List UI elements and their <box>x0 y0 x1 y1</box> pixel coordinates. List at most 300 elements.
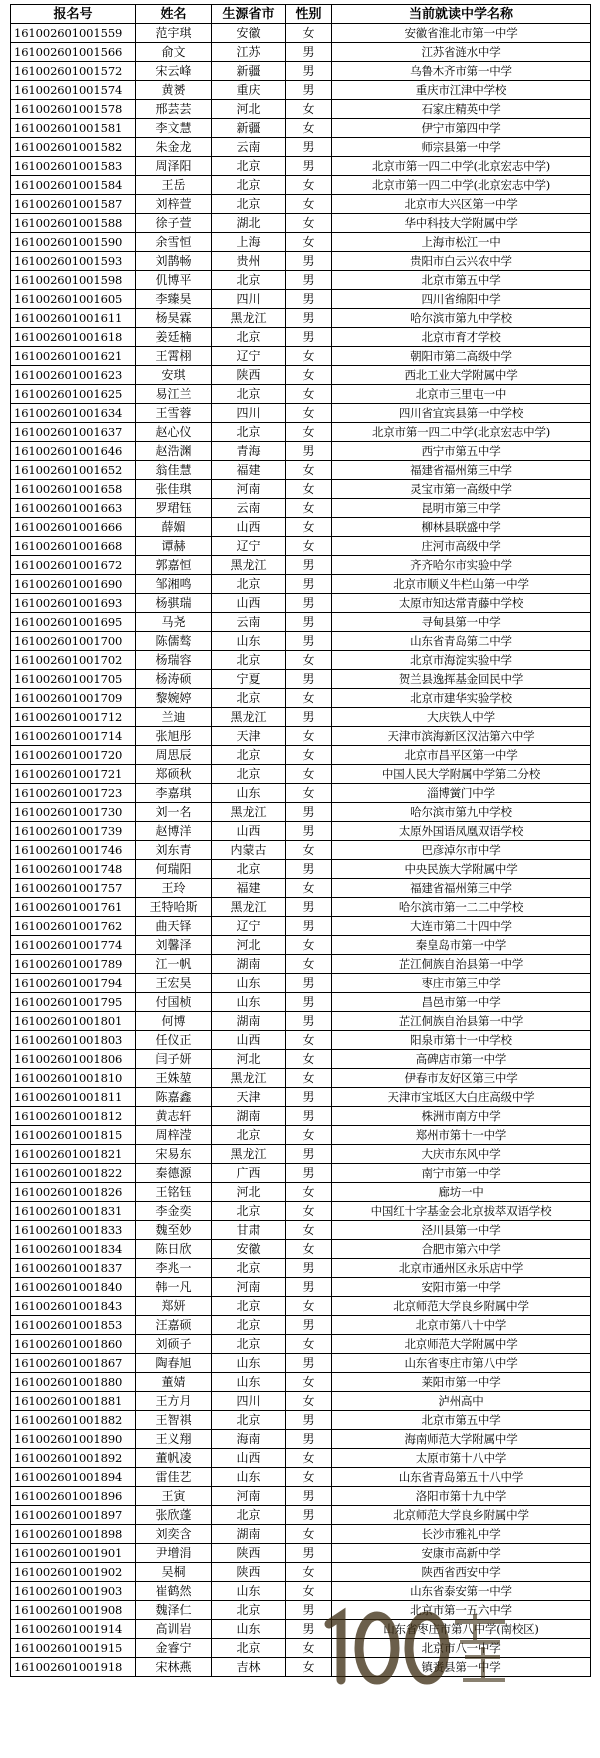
school-name-cell: 山东省青岛第五十八中学 <box>332 1468 591 1487</box>
gender-cell: 男 <box>286 1088 332 1107</box>
school-name-cell: 廊坊一中 <box>332 1183 591 1202</box>
school-name-cell: 太原市第十八中学 <box>332 1449 591 1468</box>
school-name-cell: 重庆市江津中学校 <box>332 81 591 100</box>
gender-cell: 女 <box>286 1031 332 1050</box>
table-row <box>11 1525 591 1544</box>
student-name-cell: 杨骐瑞 <box>136 594 212 613</box>
gender-cell: 男 <box>286 632 332 651</box>
registration-number-cell: 161002601001663 <box>11 499 136 518</box>
province-cell: 辽宁 <box>212 917 286 936</box>
province-cell: 北京 <box>212 1126 286 1145</box>
student-name-cell: 范宇琪 <box>136 24 212 43</box>
gender-cell: 女 <box>286 1126 332 1145</box>
province-cell: 广西 <box>212 1164 286 1183</box>
gender-cell: 女 <box>286 1373 332 1392</box>
gender-cell: 女 <box>286 24 332 43</box>
gender-cell: 男 <box>286 1430 332 1449</box>
gender-cell: 女 <box>286 1468 332 1487</box>
registration-number-cell: 161002601001666 <box>11 518 136 537</box>
province-cell: 云南 <box>212 613 286 632</box>
gender-cell: 女 <box>286 936 332 955</box>
gender-cell: 女 <box>286 1658 332 1677</box>
registration-number-cell: 161002601001834 <box>11 1240 136 1259</box>
registration-number-cell: 161002601001757 <box>11 879 136 898</box>
school-name-cell: 安徽省淮北市第一中学 <box>332 24 591 43</box>
gender-cell: 男 <box>286 1354 332 1373</box>
gender-cell: 男 <box>286 43 332 62</box>
table-row <box>11 214 591 233</box>
table-row <box>11 1658 591 1677</box>
gender-cell: 男 <box>286 252 332 271</box>
registration-number-cell: 161002601001581 <box>11 119 136 138</box>
gender-cell: 女 <box>286 1449 332 1468</box>
table-row <box>11 328 591 347</box>
registration-number-cell: 161002601001637 <box>11 423 136 442</box>
school-name-cell: 中央民族大学附属中学 <box>332 860 591 879</box>
gender-cell: 女 <box>286 841 332 860</box>
student-name-cell: 姜廷楠 <box>136 328 212 347</box>
province-cell: 陕西 <box>212 1544 286 1563</box>
school-name-cell: 贵阳市白云兴农中学 <box>332 252 591 271</box>
registration-number-cell: 161002601001578 <box>11 100 136 119</box>
student-name-cell: 魏至妙 <box>136 1221 212 1240</box>
table-row <box>11 632 591 651</box>
student-name-cell: 雷佳艺 <box>136 1468 212 1487</box>
header-registration-number: 报名号 <box>11 5 136 24</box>
school-name-cell: 北京师范大学附属中学 <box>332 1335 591 1354</box>
registration-number-cell: 161002601001611 <box>11 309 136 328</box>
school-name-cell: 北京市第五中学 <box>332 1411 591 1430</box>
table-row <box>11 1240 591 1259</box>
registration-number-cell: 161002601001821 <box>11 1145 136 1164</box>
school-name-cell: 北京市第一四二中学(北京宏志中学) <box>332 176 591 195</box>
table-row <box>11 1278 591 1297</box>
province-cell: 新疆 <box>212 62 286 81</box>
registration-number-cell: 161002601001700 <box>11 632 136 651</box>
school-name-cell: 哈尔滨市第九中学校 <box>332 309 591 328</box>
gender-cell: 女 <box>286 1183 332 1202</box>
student-name-cell: 周泽阳 <box>136 157 212 176</box>
table-row <box>11 1487 591 1506</box>
table-row <box>11 556 591 575</box>
table-row <box>11 100 591 119</box>
school-name-cell: 太原市知达常青藤中学校 <box>332 594 591 613</box>
school-name-cell: 四川省宜宾县第一中学校 <box>332 404 591 423</box>
school-name-cell: 北京市顺义牛栏山第一中学 <box>332 575 591 594</box>
table-body <box>11 24 591 1677</box>
gender-cell: 女 <box>286 1335 332 1354</box>
student-name-cell: 翁佳慧 <box>136 461 212 480</box>
student-name-cell: 王特哈斯 <box>136 898 212 917</box>
student-name-cell: 马尧 <box>136 613 212 632</box>
gender-cell: 男 <box>286 822 332 841</box>
student-name-cell: 任仪正 <box>136 1031 212 1050</box>
school-name-cell: 秦皇岛市第一中学 <box>332 936 591 955</box>
gender-cell: 女 <box>286 1202 332 1221</box>
province-cell: 山西 <box>212 822 286 841</box>
gender-cell: 男 <box>286 803 332 822</box>
registration-number-cell: 161002601001709 <box>11 689 136 708</box>
table-row <box>11 1183 591 1202</box>
table-row <box>11 1373 591 1392</box>
student-name-cell: 郭嘉恒 <box>136 556 212 575</box>
school-name-cell: 山东省泰安第一中学 <box>332 1582 591 1601</box>
school-name-cell: 北京市海淀实验中学 <box>332 651 591 670</box>
gender-cell: 男 <box>286 1278 332 1297</box>
school-name-cell: 北京师范大学良乡附属中学 <box>332 1297 591 1316</box>
student-name-cell: 安琪 <box>136 366 212 385</box>
province-cell: 北京 <box>212 689 286 708</box>
student-name-cell: 李臻昊 <box>136 290 212 309</box>
table-row <box>11 518 591 537</box>
table-row <box>11 1430 591 1449</box>
school-name-cell: 枣庄市第三中学 <box>332 974 591 993</box>
gender-cell: 女 <box>286 480 332 499</box>
school-name-cell: 北京市通州区永乐店中学 <box>332 1259 591 1278</box>
student-name-cell: 魏泽仁 <box>136 1601 212 1620</box>
school-name-cell: 伊春市友好区第三中学 <box>332 1069 591 1088</box>
registration-number-cell: 161002601001730 <box>11 803 136 822</box>
table-row <box>11 860 591 879</box>
gender-cell: 女 <box>286 651 332 670</box>
school-name-cell: 天津市滨海新区汉沽第六中学 <box>332 727 591 746</box>
table-row <box>11 1221 591 1240</box>
table-row <box>11 1107 591 1126</box>
table-row <box>11 1392 591 1411</box>
student-name-cell: 秦德源 <box>136 1164 212 1183</box>
gender-cell: 男 <box>286 1316 332 1335</box>
province-cell: 安徽 <box>212 24 286 43</box>
student-name-cell: 王霄栩 <box>136 347 212 366</box>
registration-number-cell: 161002601001803 <box>11 1031 136 1050</box>
province-cell: 青海 <box>212 442 286 461</box>
school-name-cell: 华中科技大学附属中学 <box>332 214 591 233</box>
province-cell: 北京 <box>212 651 286 670</box>
registration-number-cell: 161002601001843 <box>11 1297 136 1316</box>
province-cell: 四川 <box>212 290 286 309</box>
school-name-cell: 北京市昌平区第一中学 <box>332 746 591 765</box>
student-name-cell: 尹增涓 <box>136 1544 212 1563</box>
province-cell: 北京 <box>212 195 286 214</box>
registration-number-cell: 161002601001721 <box>11 765 136 784</box>
province-cell: 云南 <box>212 138 286 157</box>
province-cell: 山东 <box>212 993 286 1012</box>
school-name-cell: 芷江侗族自治县第一中学 <box>332 955 591 974</box>
gender-cell: 男 <box>286 290 332 309</box>
registration-number-cell: 161002601001882 <box>11 1411 136 1430</box>
province-cell: 北京 <box>212 385 286 404</box>
gender-cell: 女 <box>286 176 332 195</box>
registration-number-cell: 161002601001593 <box>11 252 136 271</box>
school-name-cell: 齐齐哈尔市实验中学 <box>332 556 591 575</box>
gender-cell: 女 <box>286 765 332 784</box>
table-row <box>11 442 591 461</box>
table-row <box>11 727 591 746</box>
gender-cell: 女 <box>286 1240 332 1259</box>
student-name-cell: 刘硕子 <box>136 1335 212 1354</box>
school-name-cell: 北京市大兴区第一中学 <box>332 195 591 214</box>
registration-number-cell: 161002601001811 <box>11 1088 136 1107</box>
province-cell: 北京 <box>212 1259 286 1278</box>
gender-cell: 男 <box>286 309 332 328</box>
gender-cell: 男 <box>286 1544 332 1563</box>
registration-number-cell: 161002601001582 <box>11 138 136 157</box>
registration-number-cell: 161002601001915 <box>11 1639 136 1658</box>
registration-number-cell: 161002601001853 <box>11 1316 136 1335</box>
school-name-cell: 昆明市第三中学 <box>332 499 591 518</box>
registration-number-cell: 161002601001652 <box>11 461 136 480</box>
table-row <box>11 1297 591 1316</box>
registration-number-cell: 161002601001625 <box>11 385 136 404</box>
table-row <box>11 613 591 632</box>
gender-cell: 男 <box>286 993 332 1012</box>
table-row <box>11 1639 591 1658</box>
province-cell: 河南 <box>212 1278 286 1297</box>
table-row <box>11 138 591 157</box>
registration-number-cell: 161002601001867 <box>11 1354 136 1373</box>
table-row <box>11 461 591 480</box>
province-cell: 山西 <box>212 1031 286 1050</box>
registration-number-cell: 161002601001748 <box>11 860 136 879</box>
gender-cell: 男 <box>286 138 332 157</box>
table-row <box>11 917 591 936</box>
gender-cell: 男 <box>286 594 332 613</box>
province-cell: 辽宁 <box>212 537 286 556</box>
student-name-cell: 刘一名 <box>136 803 212 822</box>
table-row <box>11 1145 591 1164</box>
registration-number-cell: 161002601001618 <box>11 328 136 347</box>
table-row <box>11 1164 591 1183</box>
province-cell: 山东 <box>212 974 286 993</box>
table-row <box>11 1069 591 1088</box>
gender-cell: 男 <box>286 556 332 575</box>
province-cell: 北京 <box>212 765 286 784</box>
province-cell: 北京 <box>212 271 286 290</box>
registration-number-cell: 161002601001646 <box>11 442 136 461</box>
gender-cell: 男 <box>286 1145 332 1164</box>
student-name-cell: 黄赟 <box>136 81 212 100</box>
gender-cell: 男 <box>286 708 332 727</box>
table-row <box>11 1468 591 1487</box>
registration-number-cell: 161002601001668 <box>11 537 136 556</box>
school-name-cell: 灵宝市第一高级中学 <box>332 480 591 499</box>
registration-number-cell: 161002601001881 <box>11 1392 136 1411</box>
student-name-cell: 曲天铎 <box>136 917 212 936</box>
table-row <box>11 1202 591 1221</box>
school-name-cell: 庄河市高级中学 <box>332 537 591 556</box>
school-name-cell: 中国红十字基金会北京拔萃双语学校 <box>332 1202 591 1221</box>
registration-number-cell: 161002601001672 <box>11 556 136 575</box>
student-name-cell: 邹湘鸣 <box>136 575 212 594</box>
registration-number-cell: 161002601001890 <box>11 1430 136 1449</box>
gender-cell: 女 <box>286 214 332 233</box>
student-name-cell: 王铭钰 <box>136 1183 212 1202</box>
table-row <box>11 1316 591 1335</box>
student-name-cell: 王玲 <box>136 879 212 898</box>
school-name-cell: 山东省枣庄市第八中学 <box>332 1354 591 1373</box>
table-row <box>11 1031 591 1050</box>
table-row <box>11 651 591 670</box>
student-name-cell: 仉博平 <box>136 271 212 290</box>
school-name-cell: 镇赉县第一中学 <box>332 1658 591 1677</box>
province-cell: 山东 <box>212 1582 286 1601</box>
registration-number-cell: 161002601001584 <box>11 176 136 195</box>
province-cell: 黑龙江 <box>212 708 286 727</box>
registration-number-cell: 161002601001623 <box>11 366 136 385</box>
province-cell: 北京 <box>212 1601 286 1620</box>
gender-cell: 女 <box>286 537 332 556</box>
gender-cell: 女 <box>286 404 332 423</box>
province-cell: 内蒙古 <box>212 841 286 860</box>
gender-cell: 女 <box>286 1069 332 1088</box>
student-name-cell: 杨涛硕 <box>136 670 212 689</box>
gender-cell: 女 <box>286 1639 332 1658</box>
student-name-cell: 李兆一 <box>136 1259 212 1278</box>
student-name-cell: 周思辰 <box>136 746 212 765</box>
gender-cell: 女 <box>286 955 332 974</box>
school-name-cell: 太原外国语凤凰双语学校 <box>332 822 591 841</box>
table-row <box>11 708 591 727</box>
province-cell: 吉林 <box>212 1658 286 1677</box>
school-name-cell: 北京师范大学良乡附属中学 <box>332 1506 591 1525</box>
province-cell: 湖南 <box>212 1012 286 1031</box>
province-cell: 黑龙江 <box>212 556 286 575</box>
school-name-cell: 郑州市第十一中学 <box>332 1126 591 1145</box>
table-row <box>11 1449 591 1468</box>
student-name-cell: 黎婉婷 <box>136 689 212 708</box>
student-name-cell: 罗珺钰 <box>136 499 212 518</box>
table-row <box>11 385 591 404</box>
gender-cell: 女 <box>286 689 332 708</box>
gender-cell: 女 <box>286 1525 332 1544</box>
registration-number-cell: 161002601001914 <box>11 1620 136 1639</box>
registration-number-cell: 161002601001840 <box>11 1278 136 1297</box>
school-name-cell: 大庆铁人中学 <box>332 708 591 727</box>
school-name-cell: 北京市三里屯一中 <box>332 385 591 404</box>
student-name-cell: 王姝堃 <box>136 1069 212 1088</box>
school-name-cell: 北京市建华实验学校 <box>332 689 591 708</box>
gender-cell: 男 <box>286 1012 332 1031</box>
table-header-row <box>11 5 591 24</box>
registration-number-cell: 161002601001789 <box>11 955 136 974</box>
student-name-cell: 汪嘉硕 <box>136 1316 212 1335</box>
province-cell: 河北 <box>212 936 286 955</box>
school-name-cell: 哈尔滨市第九中学校 <box>332 803 591 822</box>
table-row <box>11 119 591 138</box>
student-name-cell: 刘馨泽 <box>136 936 212 955</box>
table-row <box>11 233 591 252</box>
student-name-cell: 邢芸芸 <box>136 100 212 119</box>
province-cell: 北京 <box>212 746 286 765</box>
student-name-cell: 陈日欣 <box>136 1240 212 1259</box>
school-name-cell: 寻甸县第一中学 <box>332 613 591 632</box>
gender-cell: 男 <box>286 1107 332 1126</box>
table-row <box>11 1012 591 1031</box>
student-name-cell: 朱金龙 <box>136 138 212 157</box>
province-cell: 北京 <box>212 1335 286 1354</box>
registration-number-cell: 161002601001693 <box>11 594 136 613</box>
province-cell: 天津 <box>212 727 286 746</box>
table-row <box>11 993 591 1012</box>
school-name-cell: 北京市第五中学 <box>332 271 591 290</box>
student-name-cell: 赵博洋 <box>136 822 212 841</box>
student-name-cell: 王方月 <box>136 1392 212 1411</box>
table-row <box>11 689 591 708</box>
gender-cell: 男 <box>286 1259 332 1278</box>
registration-number-cell: 161002601001634 <box>11 404 136 423</box>
registration-number-cell: 161002601001720 <box>11 746 136 765</box>
school-name-cell: 上海市松江一中 <box>332 233 591 252</box>
gender-cell: 男 <box>286 1506 332 1525</box>
gender-cell: 男 <box>286 1164 332 1183</box>
province-cell: 河南 <box>212 1487 286 1506</box>
gender-cell: 男 <box>286 271 332 290</box>
registration-number-cell: 161002601001572 <box>11 62 136 81</box>
table-row <box>11 1088 591 1107</box>
registration-number-cell: 161002601001806 <box>11 1050 136 1069</box>
student-name-cell: 李文慧 <box>136 119 212 138</box>
school-name-cell: 莱阳市第一中学 <box>332 1373 591 1392</box>
province-cell: 贵州 <box>212 252 286 271</box>
registration-number-cell: 161002601001918 <box>11 1658 136 1677</box>
province-cell: 北京 <box>212 860 286 879</box>
province-cell: 云南 <box>212 499 286 518</box>
gender-cell: 女 <box>286 879 332 898</box>
student-name-cell: 何瑞阳 <box>136 860 212 879</box>
gender-cell: 男 <box>286 1411 332 1430</box>
table-row <box>11 537 591 556</box>
province-cell: 北京 <box>212 1297 286 1316</box>
school-name-cell: 师宗县第一中学 <box>332 138 591 157</box>
school-name-cell: 西北工业大学附属中学 <box>332 366 591 385</box>
registration-number-cell: 161002601001574 <box>11 81 136 100</box>
school-name-cell: 芷江侗族自治县第一中学 <box>332 1012 591 1031</box>
province-cell: 四川 <box>212 404 286 423</box>
province-cell: 北京 <box>212 328 286 347</box>
table-row <box>11 24 591 43</box>
school-name-cell: 泸州高中 <box>332 1392 591 1411</box>
province-cell: 四川 <box>212 1392 286 1411</box>
student-name-cell: 赵心仪 <box>136 423 212 442</box>
table-row <box>11 157 591 176</box>
registration-number-cell: 161002601001695 <box>11 613 136 632</box>
student-name-cell: 徐子萱 <box>136 214 212 233</box>
registration-number-cell: 161002601001908 <box>11 1601 136 1620</box>
registration-number-cell: 161002601001746 <box>11 841 136 860</box>
gender-cell: 女 <box>286 1392 332 1411</box>
school-name-cell: 四川省绵阳中学 <box>332 290 591 309</box>
table-row <box>11 271 591 290</box>
province-cell: 北京 <box>212 1639 286 1658</box>
registration-number-cell: 161002601001794 <box>11 974 136 993</box>
student-name-cell: 宋易东 <box>136 1145 212 1164</box>
registration-number-cell: 161002601001810 <box>11 1069 136 1088</box>
gender-cell: 女 <box>286 385 332 404</box>
province-cell: 福建 <box>212 461 286 480</box>
province-cell: 福建 <box>212 879 286 898</box>
province-cell: 山东 <box>212 1468 286 1487</box>
school-name-cell: 南宁市第一中学 <box>332 1164 591 1183</box>
student-name-cell: 陈儒骜 <box>136 632 212 651</box>
registration-number-cell: 161002601001705 <box>11 670 136 689</box>
table-row <box>11 1354 591 1373</box>
registration-number-cell: 161002601001739 <box>11 822 136 841</box>
gender-cell: 男 <box>286 442 332 461</box>
school-name-cell: 高碑店市第一中学 <box>332 1050 591 1069</box>
school-name-cell: 泾川县第一中学 <box>332 1221 591 1240</box>
province-cell: 安徽 <box>212 1240 286 1259</box>
province-cell: 湖北 <box>212 214 286 233</box>
